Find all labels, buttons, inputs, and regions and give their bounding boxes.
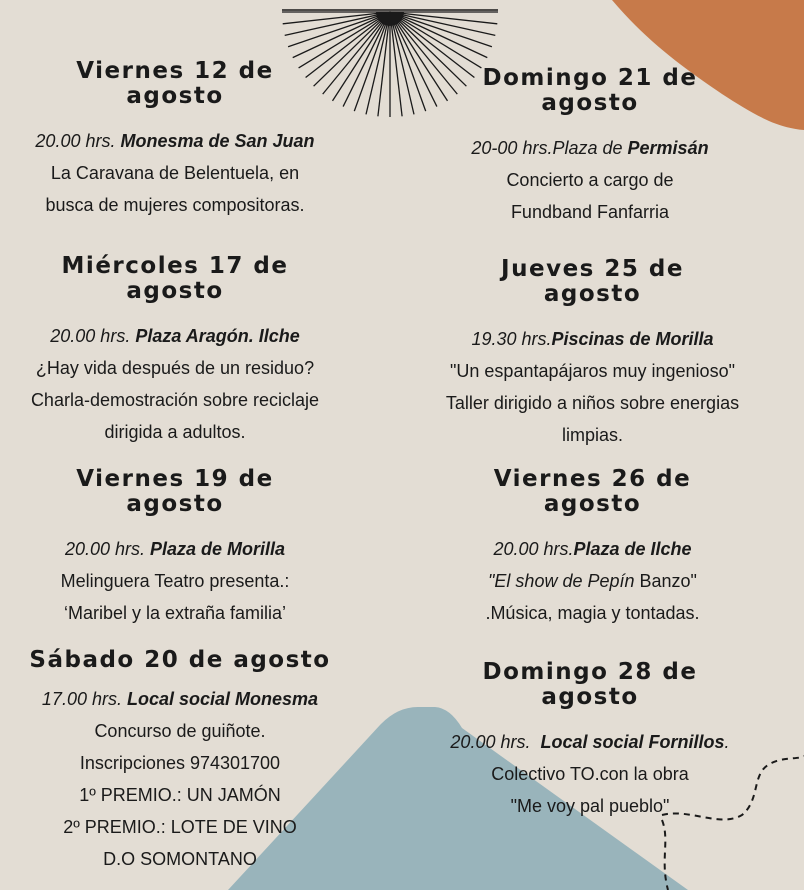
event-description-line: limpias. — [561, 425, 623, 445]
event-description-line: 2º PREMIO.: LOTE DE VINO — [63, 817, 297, 837]
event-jueves-25 — [430, 257, 755, 451]
sunburst-ray — [314, 12, 390, 86]
event-description-line: busca de mujeres compositoras. — [45, 195, 305, 215]
event-description-line: .Música, magia y tontadas. — [485, 603, 700, 623]
event-time-place: 20-00 hrs.Plaza de Permisán — [471, 138, 709, 158]
event-time-place: 19.30 hrs.Piscinas de Morilla — [471, 329, 714, 349]
event-time-place: 20.00 hrs. Plaza de Morilla — [64, 539, 286, 559]
event-heading: Domingo 28 de agosto — [482, 659, 698, 710]
event-heading: Viernes 26 de agosto — [493, 466, 692, 517]
event-description-line: 1º PREMIO.: UN JAMÓN — [79, 785, 281, 805]
event-heading: Sábado 20 de agosto — [29, 647, 331, 673]
event-description-line: "El show de Pepín Banzo" — [488, 571, 697, 591]
event-domingo-21 — [440, 66, 740, 228]
event-heading: Jueves 25 de agosto — [501, 256, 684, 307]
event-heading: Miércoles 17 de agosto — [61, 253, 289, 304]
event-time-place: 20.00 hrs. Plaza Aragón. Ilche — [50, 326, 300, 346]
event-description-line: Concierto a cargo de — [506, 170, 674, 190]
event-description-line: Melinguera Teatro presenta.: — [60, 571, 290, 591]
event-description-line: Inscripciones 974301700 — [79, 753, 281, 773]
event-description-line: Concurso de guiñote. — [94, 721, 266, 741]
event-description-line: Charla-demostración sobre reciclaje — [30, 390, 320, 410]
event-time-place: 20.00 hrs. Local social Fornillos. — [450, 732, 730, 752]
event-description-line: dirigida a adultos. — [104, 422, 246, 442]
event-viernes-12 — [30, 59, 320, 221]
event-description-line: ‘Maribel y la extraña familia’ — [63, 603, 287, 623]
event-description-line: La Caravana de Belentuela, en — [50, 163, 300, 183]
event-description-line: Colectivo TO.con la obra — [491, 764, 689, 784]
event-description-line: ¿Hay vida después de un residuo? — [35, 358, 315, 378]
event-description-line: Taller dirigido a niños sobre energias — [445, 393, 740, 413]
event-viernes-19 — [20, 467, 330, 629]
event-description-line: Fundband Fanfarria — [510, 202, 670, 222]
event-heading: Viernes 19 de agosto — [76, 466, 274, 517]
event-miercoles-17 — [20, 254, 330, 448]
event-time-place: 17.00 hrs. Local social Monesma — [41, 689, 319, 709]
event-viernes-26 — [440, 467, 745, 629]
event-time-place: 20.00 hrs.Plaza de Ilche — [493, 539, 692, 559]
event-sabado-20 — [10, 648, 350, 875]
event-domingo-28 — [430, 660, 750, 822]
event-time-place: 20.00 hrs. Monesma de San Juan — [35, 131, 315, 151]
event-description-line: "Me voy pal pueblo" — [510, 796, 670, 816]
event-heading: Viernes 12 de agosto — [76, 58, 274, 109]
event-description-line: "Un espantapájaros muy ingenioso" — [450, 361, 735, 381]
event-description-line: D.O SOMONTANO — [103, 849, 257, 869]
event-heading: Domingo 21 de agosto — [482, 65, 698, 116]
